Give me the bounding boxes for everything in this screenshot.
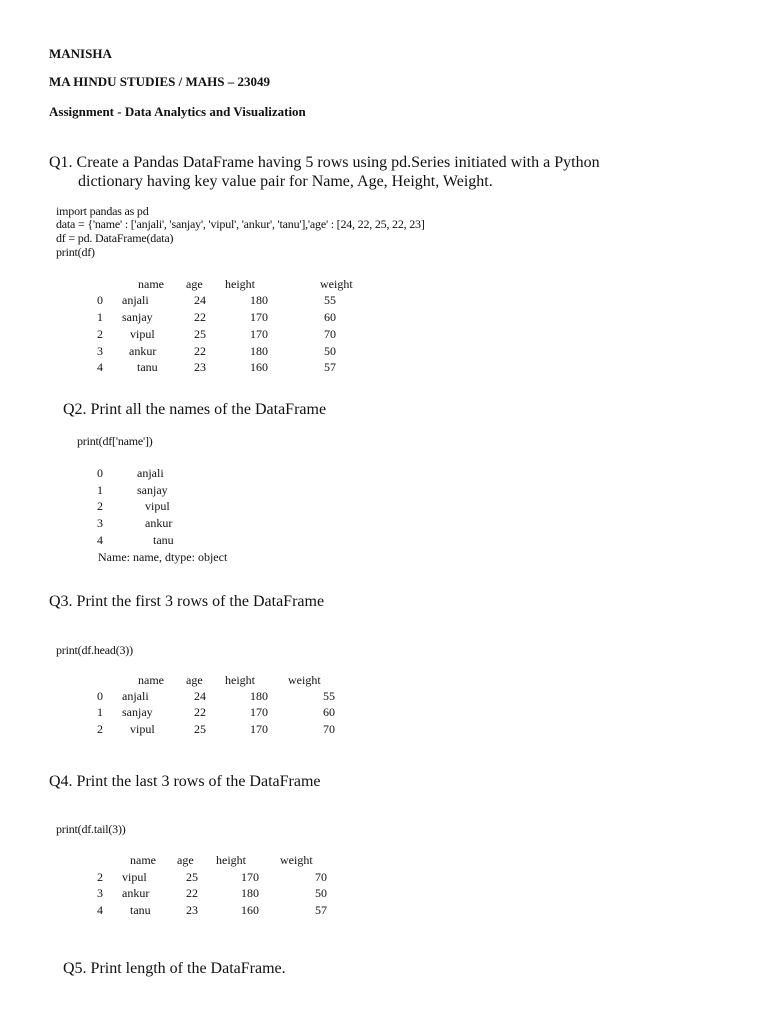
list-item — [0, 484, 768, 498]
series-footer: Name: name, dtype: object — [98, 550, 228, 564]
q4-output-table — [0, 854, 768, 924]
cell-age: 24 — [194, 293, 206, 307]
cell-age: 22 — [194, 705, 206, 719]
cell-name: vipul — [130, 327, 155, 341]
cell-name: vipul — [122, 870, 147, 884]
column-header: name — [138, 673, 164, 687]
cell-age: 24 — [194, 689, 206, 703]
q4-code-line: print(df.tail(3)) — [56, 822, 126, 836]
table-row — [0, 345, 768, 359]
q1-question-line2: dictionary having key value pair for Name, Age, Height, Weight. — [78, 173, 493, 190]
cell-height: 180 — [241, 886, 259, 900]
q1-question-line1: Q1. Create a Pandas DataFrame having 5 rows using pd.Series initiated with a Python — [49, 154, 600, 171]
row-index: 4 — [97, 360, 103, 374]
row-index: 2 — [97, 327, 103, 341]
cell-name: vipul — [145, 499, 170, 513]
q3-question: Q3. Print the first 3 rows of the DataFrame — [49, 593, 325, 610]
cell-height: 170 — [250, 722, 268, 736]
cell-age: 25 — [194, 722, 206, 736]
column-header: weight — [288, 673, 321, 687]
q4-question: Q4. Print the last 3 rows of the DataFrame — [49, 773, 321, 790]
cell-weight: 70 — [324, 327, 336, 341]
cell-weight: 55 — [324, 293, 336, 307]
column-header: height — [225, 277, 255, 291]
row-index: 0 — [97, 293, 103, 307]
list-item — [0, 517, 768, 531]
row-index: 2 — [97, 870, 103, 884]
q1-code-line: df = pd. DataFrame(data) — [56, 231, 174, 245]
cell-height: 170 — [241, 870, 259, 884]
list-item — [0, 467, 768, 481]
table-row — [0, 311, 768, 325]
cell-weight: 57 — [315, 903, 327, 917]
table-row — [0, 361, 768, 375]
q1-output-table — [0, 278, 768, 378]
cell-age: 22 — [186, 886, 198, 900]
column-header: name — [138, 277, 164, 291]
cell-height: 170 — [250, 327, 268, 341]
cell-name: tanu — [153, 533, 174, 547]
cell-height: 180 — [250, 293, 268, 307]
cell-height: 160 — [241, 903, 259, 917]
table-row — [0, 328, 768, 342]
cell-weight: 70 — [323, 722, 335, 736]
cell-name: sanjay — [122, 310, 153, 324]
row-index: 4 — [97, 533, 103, 547]
cell-weight: 60 — [324, 310, 336, 324]
cell-age: 25 — [186, 870, 198, 884]
column-header: age — [177, 853, 194, 867]
table-row — [0, 904, 768, 918]
row-index: 1 — [97, 705, 103, 719]
q2-code-line: print(df['name']) — [77, 434, 153, 448]
row-index: 2 — [97, 499, 103, 513]
cell-weight: 50 — [324, 344, 336, 358]
cell-age: 22 — [194, 344, 206, 358]
cell-age: 23 — [194, 360, 206, 374]
column-header: height — [225, 673, 255, 687]
student-name: MANISHA — [49, 46, 112, 61]
cell-height: 170 — [250, 705, 268, 719]
q5-question: Q5. Print length of the DataFrame. — [63, 960, 286, 977]
cell-height: 180 — [250, 344, 268, 358]
cell-name: sanjay — [137, 483, 168, 497]
q1-code-line: import pandas as pd — [56, 204, 149, 218]
cell-weight: 50 — [315, 886, 327, 900]
program-line: MA HINDU STUDIES / MAHS – 23049 — [49, 74, 271, 89]
cell-height: 170 — [250, 310, 268, 324]
q2-output-series — [0, 467, 768, 567]
cell-name: vipul — [130, 722, 155, 736]
cell-name: tanu — [137, 360, 158, 374]
row-index: 0 — [97, 466, 103, 480]
list-item — [0, 534, 768, 548]
table-row — [0, 887, 768, 901]
row-index: 2 — [97, 722, 103, 736]
row-index: 0 — [97, 689, 103, 703]
cell-name: anjali — [137, 466, 164, 480]
cell-height: 180 — [250, 689, 268, 703]
q2-question: Q2. Print all the names of the DataFrame — [63, 401, 327, 418]
table-row — [0, 723, 768, 737]
row-index: 3 — [97, 516, 103, 530]
column-header: name — [130, 853, 156, 867]
cell-height: 160 — [250, 360, 268, 374]
q3-output-table — [0, 674, 768, 744]
assignment-title: Assignment - Data Analytics and Visualization — [49, 104, 306, 119]
q3-code-line: print(df.head(3)) — [56, 643, 133, 657]
table-row — [0, 706, 768, 720]
column-header: age — [186, 673, 203, 687]
row-index: 3 — [97, 886, 103, 900]
cell-weight: 57 — [324, 360, 336, 374]
column-header: weight — [280, 853, 313, 867]
cell-age: 25 — [194, 327, 206, 341]
row-index: 3 — [97, 344, 103, 358]
column-header: height — [216, 853, 246, 867]
q1-code-line: print(df) — [56, 245, 95, 259]
cell-age: 23 — [186, 903, 198, 917]
cell-name: tanu — [130, 903, 151, 917]
column-header: age — [186, 277, 203, 291]
cell-name: ankur — [122, 886, 150, 900]
cell-weight: 55 — [323, 689, 335, 703]
cell-weight: 70 — [315, 870, 327, 884]
table-row — [0, 690, 768, 704]
row-index: 1 — [97, 310, 103, 324]
cell-weight: 60 — [323, 705, 335, 719]
cell-name: ankur — [145, 516, 173, 530]
cell-name: anjali — [122, 293, 149, 307]
cell-name: sanjay — [122, 705, 153, 719]
row-index: 4 — [97, 903, 103, 917]
cell-name: ankur — [129, 344, 157, 358]
table-row — [0, 294, 768, 308]
q1-code-line: data = {'name' : ['anjali', 'sanjay', 'vipul', 'ankur', 'tanu'],'age' : [24, 22, 25, 22, 23] — [56, 217, 425, 231]
cell-name: anjali — [122, 689, 149, 703]
cell-age: 22 — [194, 310, 206, 324]
column-header: weight — [320, 277, 353, 291]
row-index: 1 — [97, 483, 103, 497]
table-row — [0, 871, 768, 885]
list-item — [0, 500, 768, 514]
